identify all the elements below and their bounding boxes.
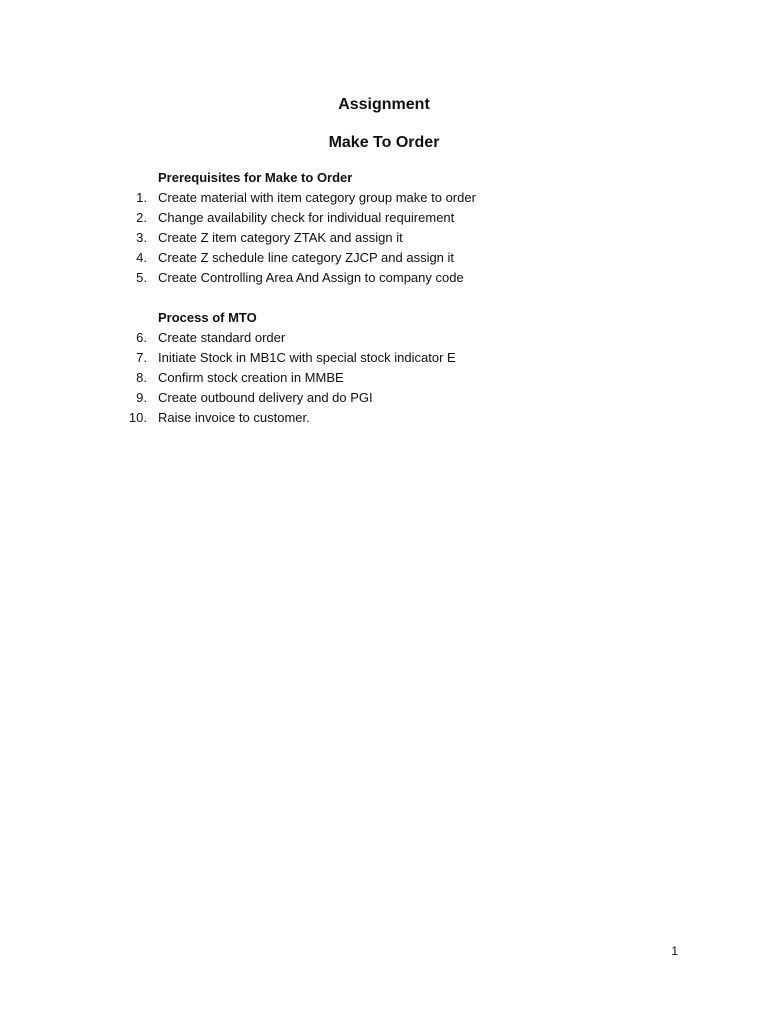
section-heading-prerequisites: Prerequisites for Make to Order bbox=[158, 170, 353, 185]
section-heading-process: Process of MTO bbox=[158, 310, 257, 325]
list-item bbox=[0, 208, 768, 228]
prerequisites-list bbox=[0, 188, 768, 288]
list-item bbox=[0, 188, 768, 208]
list-item-number: 2. bbox=[136, 210, 147, 225]
list-item-number: 8. bbox=[136, 370, 147, 385]
list-item-text: Create Controlling Area And Assign to company code bbox=[158, 270, 464, 285]
list-item-number: 6. bbox=[136, 330, 147, 345]
list-item-text: Initiate Stock in MB1C with special stock indicator E bbox=[158, 350, 456, 365]
process-list bbox=[0, 328, 768, 428]
list-item bbox=[0, 348, 768, 368]
list-item-text: Confirm stock creation in MMBE bbox=[158, 370, 344, 385]
list-item bbox=[0, 388, 768, 408]
document-subtitle: Make To Order bbox=[328, 134, 440, 151]
list-item-number: 10. bbox=[128, 410, 147, 425]
list-item-number: 3. bbox=[136, 230, 147, 245]
list-item-number: 5. bbox=[136, 270, 147, 285]
list-item bbox=[0, 248, 768, 268]
list-item-text: Create standard order bbox=[158, 330, 286, 345]
list-item-number: 1. bbox=[136, 190, 147, 205]
list-item bbox=[0, 408, 768, 428]
list-item bbox=[0, 368, 768, 388]
list-item bbox=[0, 328, 768, 348]
list-item-text: Raise invoice to customer. bbox=[158, 410, 310, 425]
list-item-text: Create Z item category ZTAK and assign it bbox=[158, 230, 403, 245]
list-item bbox=[0, 268, 768, 288]
list-item-number: 9. bbox=[136, 390, 147, 405]
page-number: 1 bbox=[671, 944, 678, 958]
list-item-text: Change availability check for individual requirement bbox=[158, 210, 455, 225]
list-item-text: Create material with item category group make to order bbox=[158, 190, 476, 205]
list-item-text: Create Z schedule line category ZJCP and assign it bbox=[158, 250, 455, 265]
document-title: Assignment bbox=[338, 96, 430, 113]
list-item bbox=[0, 228, 768, 248]
list-item-number: 4. bbox=[136, 250, 147, 265]
list-item-number: 7. bbox=[136, 350, 147, 365]
list-item-text: Create outbound delivery and do PGI bbox=[158, 390, 373, 405]
